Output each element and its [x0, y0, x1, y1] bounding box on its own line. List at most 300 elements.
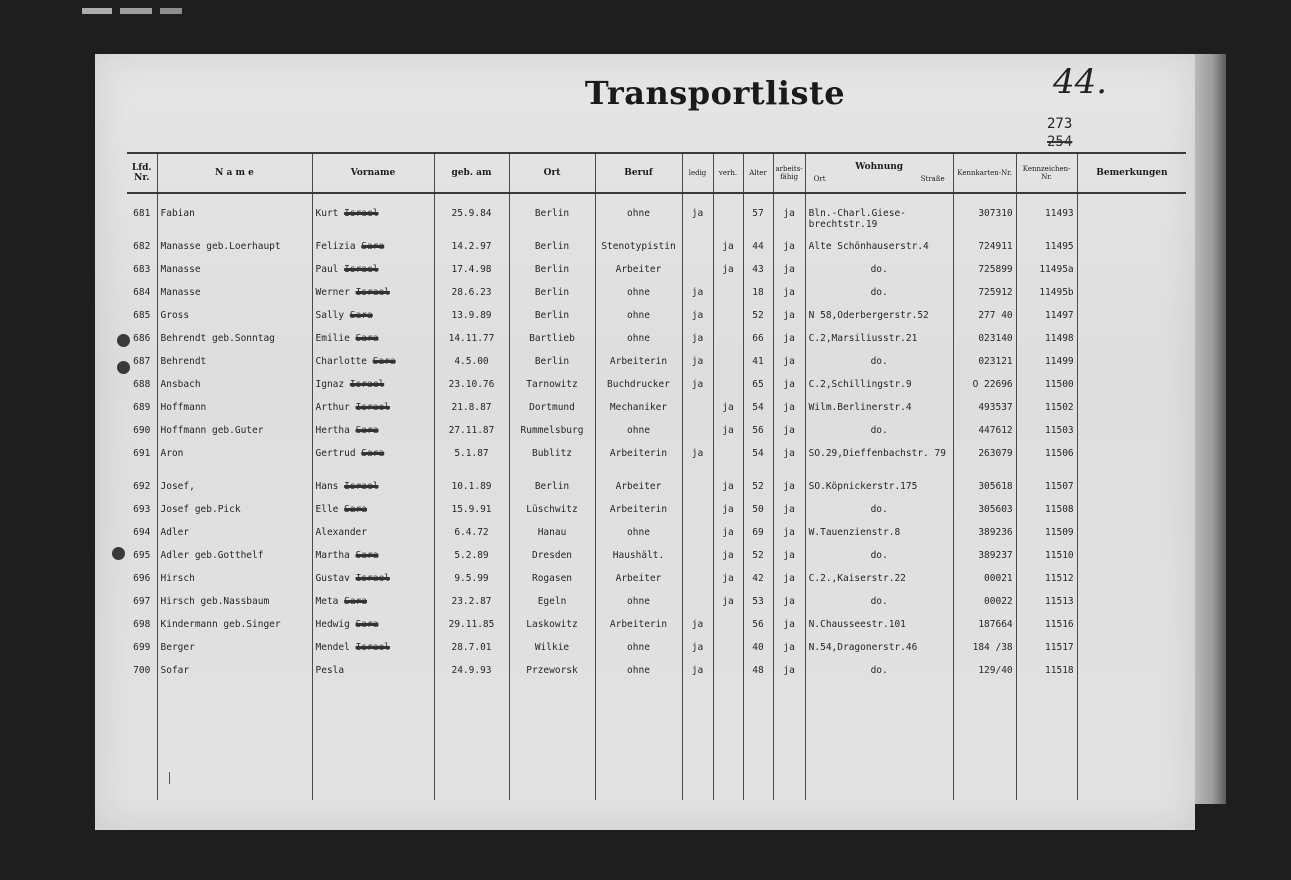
cell-kennkarte: 447612 — [953, 425, 1016, 448]
cell-alter: 52 — [743, 550, 773, 573]
cell-beruf: Mechaniker — [595, 402, 682, 425]
table-row — [127, 287, 1186, 310]
cell-name: Gross — [157, 310, 312, 333]
cell-kennkarte: 023140 — [953, 333, 1016, 356]
cell-vorname — [312, 527, 434, 550]
cell-nr: 690 — [133, 425, 151, 436]
cell-alter: 41 — [743, 356, 773, 379]
cell-kennkarte: 725912 — [953, 287, 1016, 310]
cell-alter: 57 — [743, 193, 773, 241]
cell-bemerkungen — [1077, 642, 1186, 665]
struck-middle-name: Sara — [349, 310, 373, 321]
cell-ort: Rummelsburg — [509, 425, 595, 448]
cell-kennkarte: 277 40 — [953, 310, 1016, 333]
cell-name: Ansbach — [157, 379, 312, 402]
cell-wohnung: do. — [805, 287, 953, 310]
cell-arbeitsfaehig: ja — [773, 379, 805, 402]
vorname-text: Martha — [315, 550, 350, 561]
cell-verh: ja — [713, 264, 743, 287]
cell-kennzeichen: 11498 — [1016, 333, 1077, 356]
table-row — [127, 333, 1186, 356]
cell-verh — [713, 642, 743, 665]
cell-bemerkungen — [1077, 573, 1186, 596]
table-row — [127, 619, 1186, 642]
cell-wohnung: do. — [805, 504, 953, 527]
cell-geb: 27.11.87 — [434, 425, 509, 448]
cell-geb: 24.9.93 — [434, 665, 509, 688]
cell-geb: 29.11.85 — [434, 619, 509, 642]
cell-bemerkungen — [1077, 504, 1186, 527]
cell-ledig: ja — [682, 310, 713, 333]
cell-name: Josef geb.Pick — [157, 504, 312, 527]
table-row — [127, 310, 1186, 333]
header-ledig: ledig — [682, 153, 713, 193]
cell-verh: ja — [713, 550, 743, 573]
cell-beruf: Stenotypistin — [595, 241, 682, 264]
cell-bemerkungen — [1077, 425, 1186, 448]
struck-middle-name: Sara — [361, 241, 385, 252]
cell-wohnung: N.54,Dragonerstr.46 — [805, 642, 953, 665]
cell-ort: Berlin — [509, 264, 595, 287]
cell-beruf: Arbeiter — [595, 573, 682, 596]
vorname-text: Hedwig — [315, 619, 350, 630]
cell-vorname — [312, 550, 434, 573]
struck-middle-name: Sara — [372, 356, 396, 367]
table-row — [127, 402, 1186, 425]
cell-geb: 10.1.89 — [434, 481, 509, 504]
cell-ledig — [682, 481, 713, 504]
cell-alter: 48 — [743, 665, 773, 688]
table-row — [127, 596, 1186, 619]
cell-bemerkungen — [1077, 379, 1186, 402]
cell-alter: 53 — [743, 596, 773, 619]
cell-ledig — [682, 527, 713, 550]
cell-nr: 682 — [133, 241, 151, 252]
cell-alter: 50 — [743, 504, 773, 527]
cell-nr: 694 — [133, 527, 151, 538]
cell-wohnung: N 58,Oderbergerstr.52 — [805, 310, 953, 333]
table-row — [127, 550, 1186, 573]
cell-kennkarte: O 22696 — [953, 379, 1016, 402]
cell-beruf: Haushält. — [595, 550, 682, 573]
cell-geb: 21.8.87 — [434, 402, 509, 425]
cell-ledig — [682, 504, 713, 527]
cell-kennzeichen: 11518 — [1016, 665, 1077, 688]
cell-verh — [713, 193, 743, 241]
cell-vorname — [312, 379, 434, 402]
cell-kennkarte: 493537 — [953, 402, 1016, 425]
cell-kennzeichen: 11503 — [1016, 425, 1077, 448]
cell-vorname — [312, 448, 434, 481]
table-row — [127, 193, 1186, 241]
cell-ort: Dresden — [509, 550, 595, 573]
page-number: 273 — [1047, 116, 1073, 132]
empty-table-row — [127, 688, 1186, 800]
cell-ledig — [682, 425, 713, 448]
cell-name: Manasse — [157, 264, 312, 287]
cell-kennkarte: 305618 — [953, 481, 1016, 504]
cell-geb: 13.9.89 — [434, 310, 509, 333]
cell-geb: 4.5.00 — [434, 356, 509, 379]
cell-beruf: Buchdrucker — [595, 379, 682, 402]
cell-nr: 699 — [133, 642, 151, 653]
cell-geb: 25.9.84 — [434, 193, 509, 241]
cell-bemerkungen — [1077, 241, 1186, 264]
table-row — [127, 356, 1186, 379]
cell-vorname — [312, 642, 434, 665]
header-name: N a m e — [157, 153, 312, 193]
vorname-text: Pesla — [315, 665, 345, 676]
cell-bemerkungen — [1077, 619, 1186, 642]
cell-arbeitsfaehig: ja — [773, 481, 805, 504]
cell-vorname — [312, 425, 434, 448]
cell-beruf: ohne — [595, 425, 682, 448]
cell-kennzeichen: 11506 — [1016, 448, 1077, 481]
cell-kennzeichen: 11512 — [1016, 573, 1077, 596]
cell-geb: 23.10.76 — [434, 379, 509, 402]
cell-ledig: ja — [682, 665, 713, 688]
table-row — [127, 642, 1186, 665]
cell-bemerkungen — [1077, 402, 1186, 425]
cell-vorname — [312, 356, 434, 379]
cell-bemerkungen — [1077, 596, 1186, 619]
cell-name: Behrendt — [157, 356, 312, 379]
cell-bemerkungen — [1077, 356, 1186, 379]
cell-arbeitsfaehig: ja — [773, 527, 805, 550]
cell-beruf: Arbeiter — [595, 264, 682, 287]
vorname-text: Paul — [315, 264, 339, 275]
cell-verh: ja — [713, 425, 743, 448]
cell-beruf: ohne — [595, 333, 682, 356]
cell-kennkarte: 263079 — [953, 448, 1016, 481]
cell-alter: 56 — [743, 425, 773, 448]
cell-vorname — [312, 573, 434, 596]
cell-geb: 23.2.87 — [434, 596, 509, 619]
cell-geb: 5.1.87 — [434, 448, 509, 481]
vorname-text: Hertha — [315, 425, 350, 436]
header-arbeitsfaehig: arbeits-fähig — [773, 153, 805, 193]
punch-hole — [117, 334, 130, 347]
cell-arbeitsfaehig: ja — [773, 356, 805, 379]
cell-ort: Berlin — [509, 356, 595, 379]
cell-vorname — [312, 241, 434, 264]
cell-arbeitsfaehig: ja — [773, 504, 805, 527]
cell-wohnung: do. — [805, 596, 953, 619]
cell-wohnung: Wilm.Berlinerstr.4 — [805, 402, 953, 425]
cell-verh — [713, 665, 743, 688]
handwritten-sheet-number: 44. — [1053, 62, 1108, 102]
cell-wohnung: do. — [805, 356, 953, 379]
vorname-text: Ignaz — [315, 379, 345, 390]
vorname-text: Emilie — [315, 333, 350, 344]
table-row — [127, 448, 1186, 481]
cell-ort: Berlin — [509, 193, 595, 241]
cell-vorname — [312, 310, 434, 333]
table-row — [127, 264, 1186, 287]
cell-beruf: ohne — [595, 193, 682, 241]
cell-alter: 56 — [743, 619, 773, 642]
struck-middle-name: Israel — [344, 264, 379, 275]
cell-nr: 693 — [133, 504, 151, 515]
cell-nr: 691 — [133, 448, 151, 459]
cell-arbeitsfaehig: ja — [773, 550, 805, 573]
header-ort: Ort — [509, 153, 595, 193]
table-row — [127, 527, 1186, 550]
cell-ledig: ja — [682, 379, 713, 402]
cell-alter: 69 — [743, 527, 773, 550]
cell-ledig: ja — [682, 356, 713, 379]
cell-kennzeichen: 11509 — [1016, 527, 1077, 550]
cell-geb: 15.9.91 — [434, 504, 509, 527]
table-row — [127, 241, 1186, 264]
cell-geb: 28.7.01 — [434, 642, 509, 665]
cell-ort: Bartlieb — [509, 333, 595, 356]
film-edge-marks — [82, 8, 182, 14]
header-wohnung-strasse: Straße — [920, 175, 945, 183]
cell-name: Berger — [157, 642, 312, 665]
cell-arbeitsfaehig: ja — [773, 402, 805, 425]
document-page — [95, 54, 1195, 830]
table-row — [127, 425, 1186, 448]
cell-bemerkungen — [1077, 333, 1186, 356]
table-row — [127, 573, 1186, 596]
transport-table — [127, 152, 1186, 800]
cell-wohnung: C.2,Marsiliusstr.21 — [805, 333, 953, 356]
cell-beruf: Arbeiter — [595, 481, 682, 504]
vorname-text: Gustav — [315, 573, 350, 584]
cell-nr: 685 — [133, 310, 151, 321]
cell-kennkarte: 129/40 — [953, 665, 1016, 688]
header-kennzeichen-nr: Kennzeichen-Nr. — [1016, 153, 1077, 193]
cell-vorname — [312, 287, 434, 310]
cell-wohnung: N.Chausseestr.101 — [805, 619, 953, 642]
struck-middle-name: Sara — [344, 596, 368, 607]
cell-wohnung: do. — [805, 665, 953, 688]
cell-alter: 42 — [743, 573, 773, 596]
cell-beruf: ohne — [595, 527, 682, 550]
vorname-text: Felizia — [315, 241, 356, 252]
struck-middle-name: Sara — [355, 619, 379, 630]
cell-kennzeichen: 11508 — [1016, 504, 1077, 527]
cell-alter: 54 — [743, 448, 773, 481]
cell-vorname — [312, 619, 434, 642]
cell-wohnung: Alte Schönhauserstr.4 — [805, 241, 953, 264]
vorname-text: Kurt — [315, 208, 339, 219]
cell-kennzeichen: 11497 — [1016, 310, 1077, 333]
vorname-text: Meta — [315, 596, 339, 607]
cell-arbeitsfaehig: ja — [773, 333, 805, 356]
cell-beruf: Arbeiterin — [595, 356, 682, 379]
cell-kennzeichen: 11493 — [1016, 193, 1077, 241]
cell-kennkarte: 00022 — [953, 596, 1016, 619]
header-verh: verh. — [713, 153, 743, 193]
cell-verh — [713, 356, 743, 379]
cell-bemerkungen — [1077, 287, 1186, 310]
cell-alter: 66 — [743, 333, 773, 356]
cell-ort: Egeln — [509, 596, 595, 619]
struck-middle-name: Israel — [344, 208, 379, 219]
cell-nr: 698 — [133, 619, 151, 630]
cell-verh — [713, 333, 743, 356]
cell-alter: 18 — [743, 287, 773, 310]
vorname-text: Sally — [315, 310, 345, 321]
cell-kennzeichen: 11516 — [1016, 619, 1077, 642]
cell-verh: ja — [713, 481, 743, 504]
cell-alter: 52 — [743, 481, 773, 504]
cell-name: Hirsch geb.Nassbaum — [157, 596, 312, 619]
cell-kennzeichen: 11507 — [1016, 481, 1077, 504]
cell-vorname — [312, 264, 434, 287]
cell-ort: Bublitz — [509, 448, 595, 481]
cell-wohnung: do. — [805, 425, 953, 448]
header-wohnung — [805, 153, 953, 193]
vorname-text: Werner — [315, 287, 350, 298]
cell-verh — [713, 287, 743, 310]
cell-verh — [713, 310, 743, 333]
cell-kennkarte: 305603 — [953, 504, 1016, 527]
punch-hole — [112, 547, 125, 560]
cell-name: Hirsch — [157, 573, 312, 596]
struck-middle-name: Israel — [355, 402, 390, 413]
cell-vorname — [312, 402, 434, 425]
cell-beruf: ohne — [595, 642, 682, 665]
cell-bemerkungen — [1077, 481, 1186, 504]
cell-bemerkungen — [1077, 550, 1186, 573]
cell-kennkarte: 187664 — [953, 619, 1016, 642]
header-row — [127, 153, 1186, 193]
cell-arbeitsfaehig: ja — [773, 448, 805, 481]
cell-ledig — [682, 264, 713, 287]
cell-wohnung: SO.29,Dieffenbachstr. 79 — [805, 448, 953, 481]
cell-vorname — [312, 193, 434, 241]
cell-vorname — [312, 481, 434, 504]
cell-ort: Dortmund — [509, 402, 595, 425]
header-geb-am: geb. am — [434, 153, 509, 193]
cell-nr: 683 — [133, 264, 151, 275]
cell-ledig: ja — [682, 642, 713, 665]
header-beruf: Beruf — [595, 153, 682, 193]
cell-kennzeichen: 11500 — [1016, 379, 1077, 402]
cell-verh: ja — [713, 241, 743, 264]
cell-geb: 14.11.77 — [434, 333, 509, 356]
struck-middle-name: Sara — [355, 550, 379, 561]
cell-name: Fabian — [157, 193, 312, 241]
cell-arbeitsfaehig: ja — [773, 425, 805, 448]
cell-kennkarte: 307310 — [953, 193, 1016, 241]
cell-bemerkungen — [1077, 193, 1186, 241]
struck-middle-name: Israel — [355, 287, 390, 298]
cell-wohnung: do. — [805, 264, 953, 287]
cell-wohnung: C.2,Schillingstr.9 — [805, 379, 953, 402]
cell-name: Aron — [157, 448, 312, 481]
cell-name: Kindermann geb.Singer — [157, 619, 312, 642]
cell-bemerkungen — [1077, 665, 1186, 688]
cell-alter: 43 — [743, 264, 773, 287]
vorname-text: Elle — [315, 504, 339, 515]
cell-arbeitsfaehig: ja — [773, 287, 805, 310]
table-row — [127, 379, 1186, 402]
cell-beruf: ohne — [595, 310, 682, 333]
header-alter: Alter — [743, 153, 773, 193]
cell-arbeitsfaehig: ja — [773, 596, 805, 619]
pencil-tick-mark — [169, 772, 170, 784]
cell-geb: 17.4.98 — [434, 264, 509, 287]
cell-arbeitsfaehig: ja — [773, 193, 805, 241]
cell-ort: Berlin — [509, 310, 595, 333]
vorname-text: Gertrud — [315, 448, 356, 459]
cell-alter: 52 — [743, 310, 773, 333]
header-lfd-nr: Lfd. Nr. — [127, 153, 157, 193]
cell-name: Josef, — [157, 481, 312, 504]
cell-kennzeichen: 11502 — [1016, 402, 1077, 425]
cell-beruf: Arbeiterin — [595, 504, 682, 527]
cell-nr: 700 — [133, 665, 151, 676]
vorname-text: Arthur — [315, 402, 350, 413]
cell-arbeitsfaehig: ja — [773, 619, 805, 642]
cell-kennkarte: 389236 — [953, 527, 1016, 550]
struck-middle-name: Israel — [355, 642, 390, 653]
cell-bemerkungen — [1077, 264, 1186, 287]
cell-verh — [713, 448, 743, 481]
cell-ledig: ja — [682, 619, 713, 642]
cell-geb: 6.4.72 — [434, 527, 509, 550]
cell-verh: ja — [713, 527, 743, 550]
cell-nr: 696 — [133, 573, 151, 584]
cell-beruf: ohne — [595, 287, 682, 310]
cell-verh — [713, 379, 743, 402]
cell-ort: Laskowitz — [509, 619, 595, 642]
cell-name: Manasse geb.Loerhaupt — [157, 241, 312, 264]
cell-kennzeichen: 11499 — [1016, 356, 1077, 379]
cell-kennzeichen: 11495 — [1016, 241, 1077, 264]
cell-arbeitsfaehig: ja — [773, 665, 805, 688]
cell-name: Manasse — [157, 287, 312, 310]
cell-ort: Lüschwitz — [509, 504, 595, 527]
cell-nr: 688 — [133, 379, 151, 390]
cell-nr: 687 — [133, 356, 151, 367]
cell-name: Adler geb.Gotthelf — [157, 550, 312, 573]
cell-wohnung: SO.Köpnickerstr.175 — [805, 481, 953, 504]
header-bemerkungen: Bemerkungen — [1077, 153, 1186, 193]
cell-nr: 692 — [133, 481, 151, 492]
punch-hole — [117, 361, 130, 374]
cell-wohnung: do. — [805, 550, 953, 573]
cell-ledig — [682, 241, 713, 264]
cell-kennzeichen: 11510 — [1016, 550, 1077, 573]
cell-alter: 65 — [743, 379, 773, 402]
cell-name: Adler — [157, 527, 312, 550]
cell-ledig: ja — [682, 448, 713, 481]
cell-ledig: ja — [682, 333, 713, 356]
cell-verh: ja — [713, 573, 743, 596]
table-row — [127, 481, 1186, 504]
cell-ort: Berlin — [509, 241, 595, 264]
cell-geb: 5.2.89 — [434, 550, 509, 573]
header-wohnung-label: Wohnung — [855, 162, 904, 172]
cell-kennzeichen: 11495b — [1016, 287, 1077, 310]
cell-ledig: ja — [682, 193, 713, 241]
document-title: Transportliste — [584, 74, 846, 112]
cell-ort: Tarnowitz — [509, 379, 595, 402]
cell-alter: 44 — [743, 241, 773, 264]
cell-kennzeichen: 11517 — [1016, 642, 1077, 665]
cell-verh: ja — [713, 596, 743, 619]
cell-ledig — [682, 596, 713, 619]
cell-wohnung: W.Tauenzienstr.8 — [805, 527, 953, 550]
table-row — [127, 665, 1186, 688]
struck-middle-name: Sara — [355, 425, 379, 436]
cell-kennkarte: 724911 — [953, 241, 1016, 264]
